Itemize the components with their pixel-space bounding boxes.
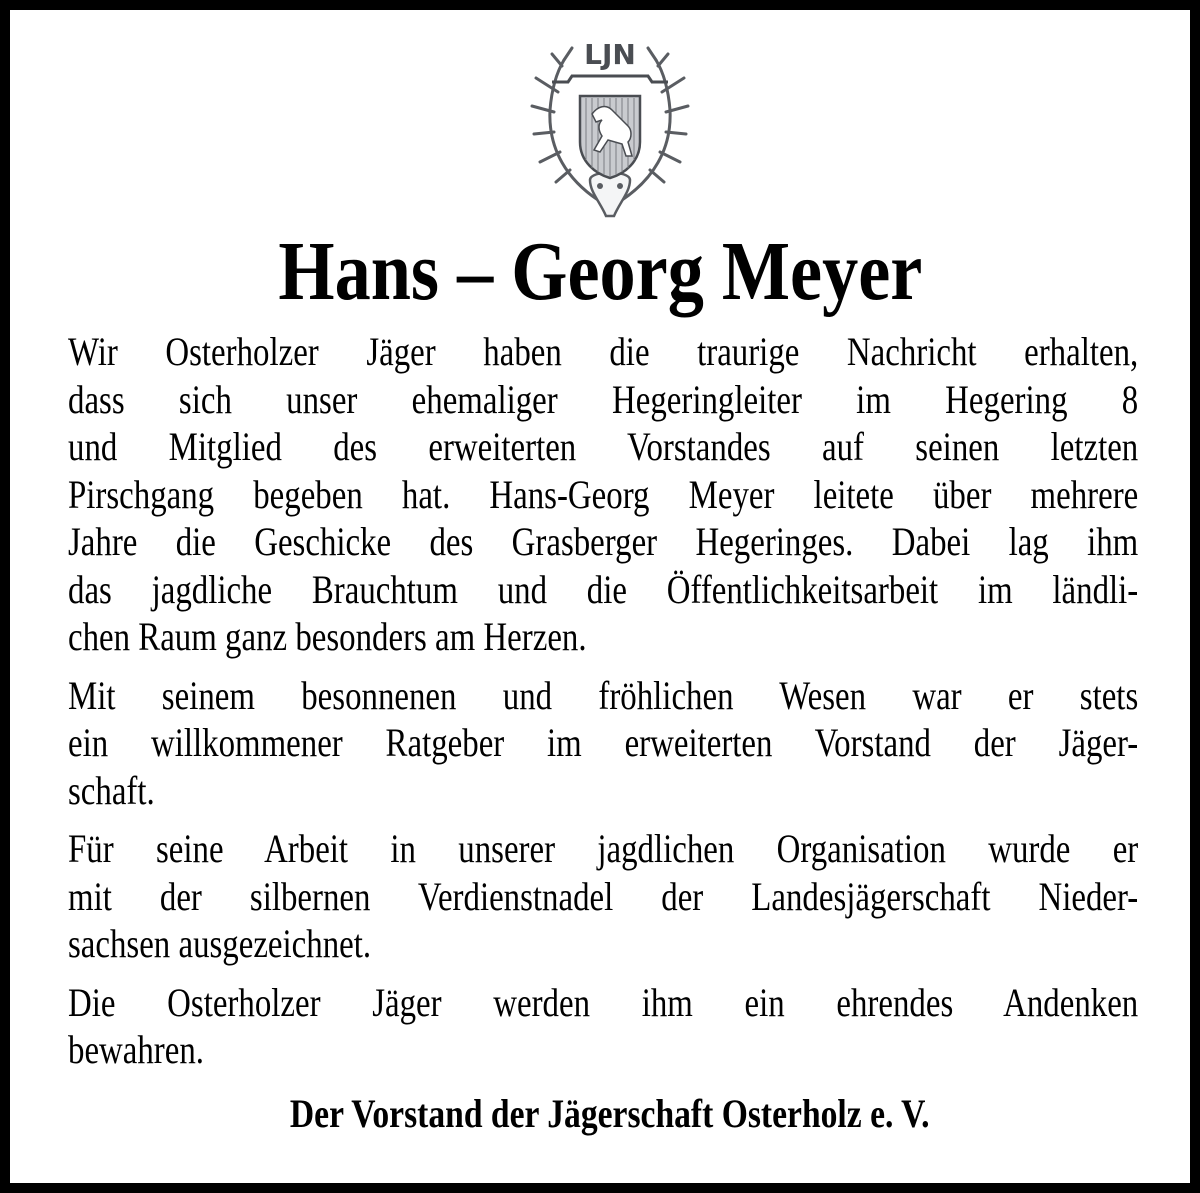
- obituary-body: [68, 328, 1138, 1085]
- paragraph-announcement: [68, 328, 1138, 661]
- text-line: Die Osterholzer Jäger werden ihm ein ehrendes Andenken: [68, 979, 1139, 1025]
- text-line: Mit seinem besonnenen und fröhlichen Wesen war er stets: [68, 672, 1139, 718]
- paragraph-remembrance: [68, 979, 1138, 1074]
- signature: [10, 1090, 1200, 1138]
- text-line: Jahre die Geschicke des Grasberger Hegeringes. Dabei lag ihm: [68, 519, 1139, 564]
- paragraph-character: [68, 672, 1138, 815]
- deceased-name-heading: [10, 222, 1190, 322]
- text-line: Für seine Arbeit in unserer jagdlichen Organisation wurde er: [68, 826, 1139, 871]
- text-line: schaft.: [68, 767, 155, 813]
- deceased-name: Hans – Georg Meyer: [278, 225, 922, 318]
- text-line: ein willkommener Ratgeber im erweiterten Vorstand der Jäger-: [68, 720, 1139, 765]
- text-line: mit der silbernen Verdienstnadel der Landesjägerschaft Nieder-: [68, 873, 1139, 919]
- ljn-antler-crest-icon: [528, 30, 692, 220]
- text-line: sachsen ausgezeichnet.: [68, 921, 372, 966]
- text-line: und Mitglied des erweiterten Vorstandes auf seinen letzten: [68, 424, 1139, 469]
- text-line: bewahren.: [68, 1027, 205, 1072]
- signature-text: Der Vorstand der Jägerschaft Osterholz e. V.: [290, 1091, 930, 1136]
- text-line: Pirschgang begeben hat. Hans-Georg Meyer leitete über mehrere: [68, 471, 1139, 517]
- text-line: Wir Osterholzer Jäger haben die traurige Nachricht erhalten,: [68, 329, 1139, 374]
- text-line: chen Raum ganz besonders am Herzen.: [68, 614, 587, 659]
- text-line: dass sich unser ehemaliger Hegeringleiter im Hegering 8: [68, 376, 1139, 422]
- text-line: das jagdliche Brauchtum und die Öffentlichkeitsarbeit im ländli-: [68, 566, 1139, 612]
- logo-letters: LJN: [584, 38, 636, 71]
- paragraph-award: [68, 825, 1138, 968]
